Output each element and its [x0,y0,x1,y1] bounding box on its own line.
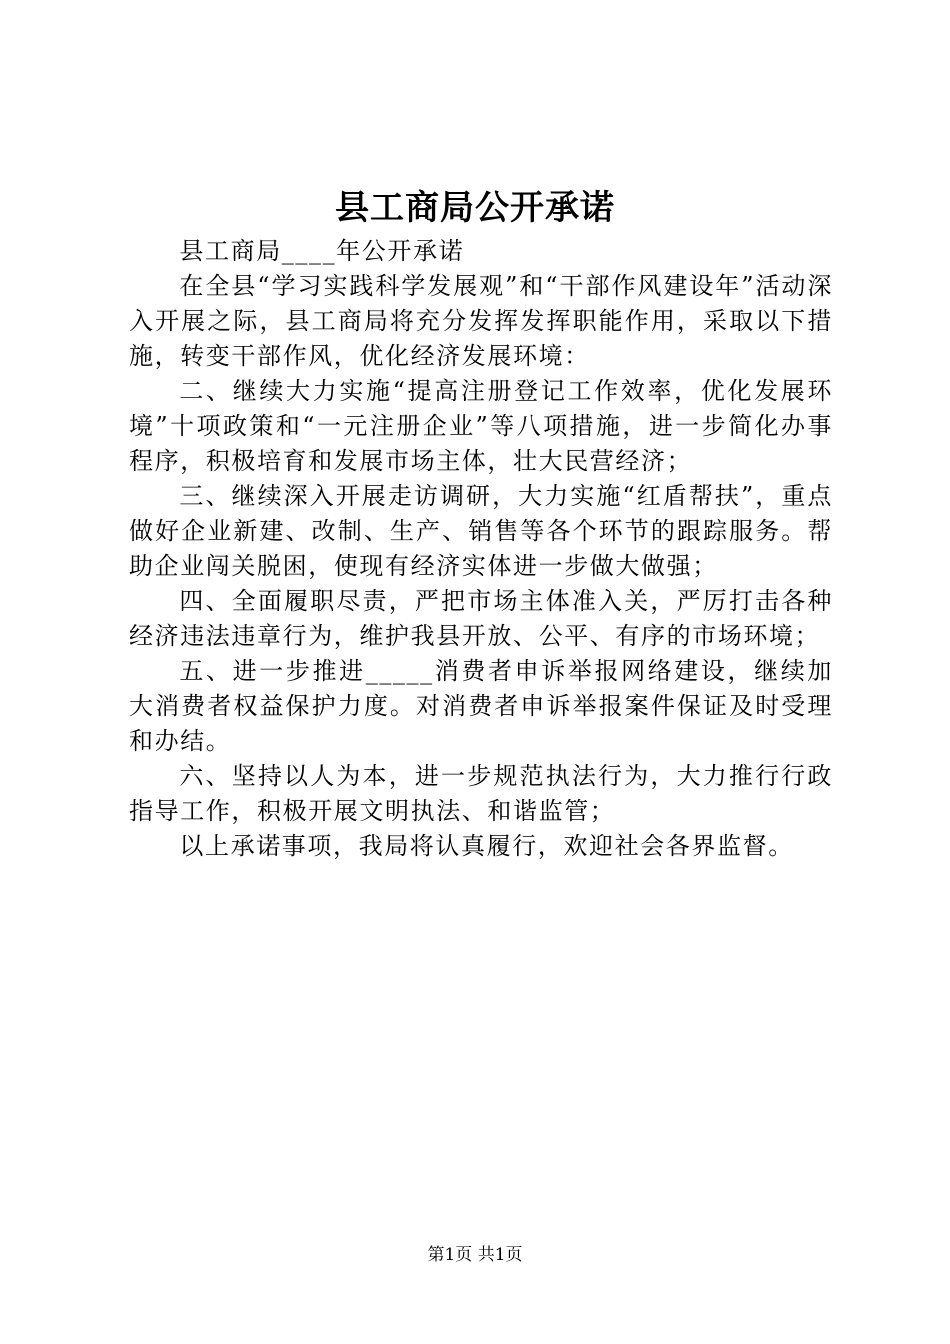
paragraph-item-3: 三、继续深入开展走访调研，大力实施“红盾帮扶”，重点做好企业新建、改制、生产、销售等各个环节的跟踪服务。帮助企业闯关脱困，使现有经济实体进一步做大做强； [129,482,833,580]
paragraph-item-5: 五、进一步推进_____消费者申诉举报网络建设，继续加大消费者权益保护力度。对消费者申诉举报案件保证及时受理和办结。 [129,657,833,755]
paragraph-closing: 以上承诺事项，我局将认真履行，欢迎社会各界监督。 [179,832,794,860]
document-title: 县工商局公开承诺 [335,188,615,228]
paragraph-intro: 在全县“学习实践科学发展观”和“干部作风建设年”活动深入开展之际，县工商局将充分发挥发挥职能作用，采取以下措施，转变干部作风，优化经济发展环境： [129,272,833,370]
paragraph-heading: 县工商局____年公开承诺 [179,237,465,265]
document-body [129,234,833,864]
paragraph-item-6: 六、坚持以人为本，进一步规范执法行为，大力推行行政指导工作，积极开展文明执法、和谐监管； [129,762,833,825]
page-footer: 第1页 共1页 [427,1245,523,1265]
paragraph-item-2: 二、继续大力实施“提高注册登记工作效率，优化发展环境”十项政策和“一元注册企业”等八项措施，进一步简化办事程序，积极培育和发展市场主体，壮大民营经济； [129,377,833,475]
paragraph-item-4: 四、全面履职尽责，严把市场主体准入关，严厉打击各种经济违法违章行为，维护我县开放、公平、有序的市场环境； [129,587,833,650]
